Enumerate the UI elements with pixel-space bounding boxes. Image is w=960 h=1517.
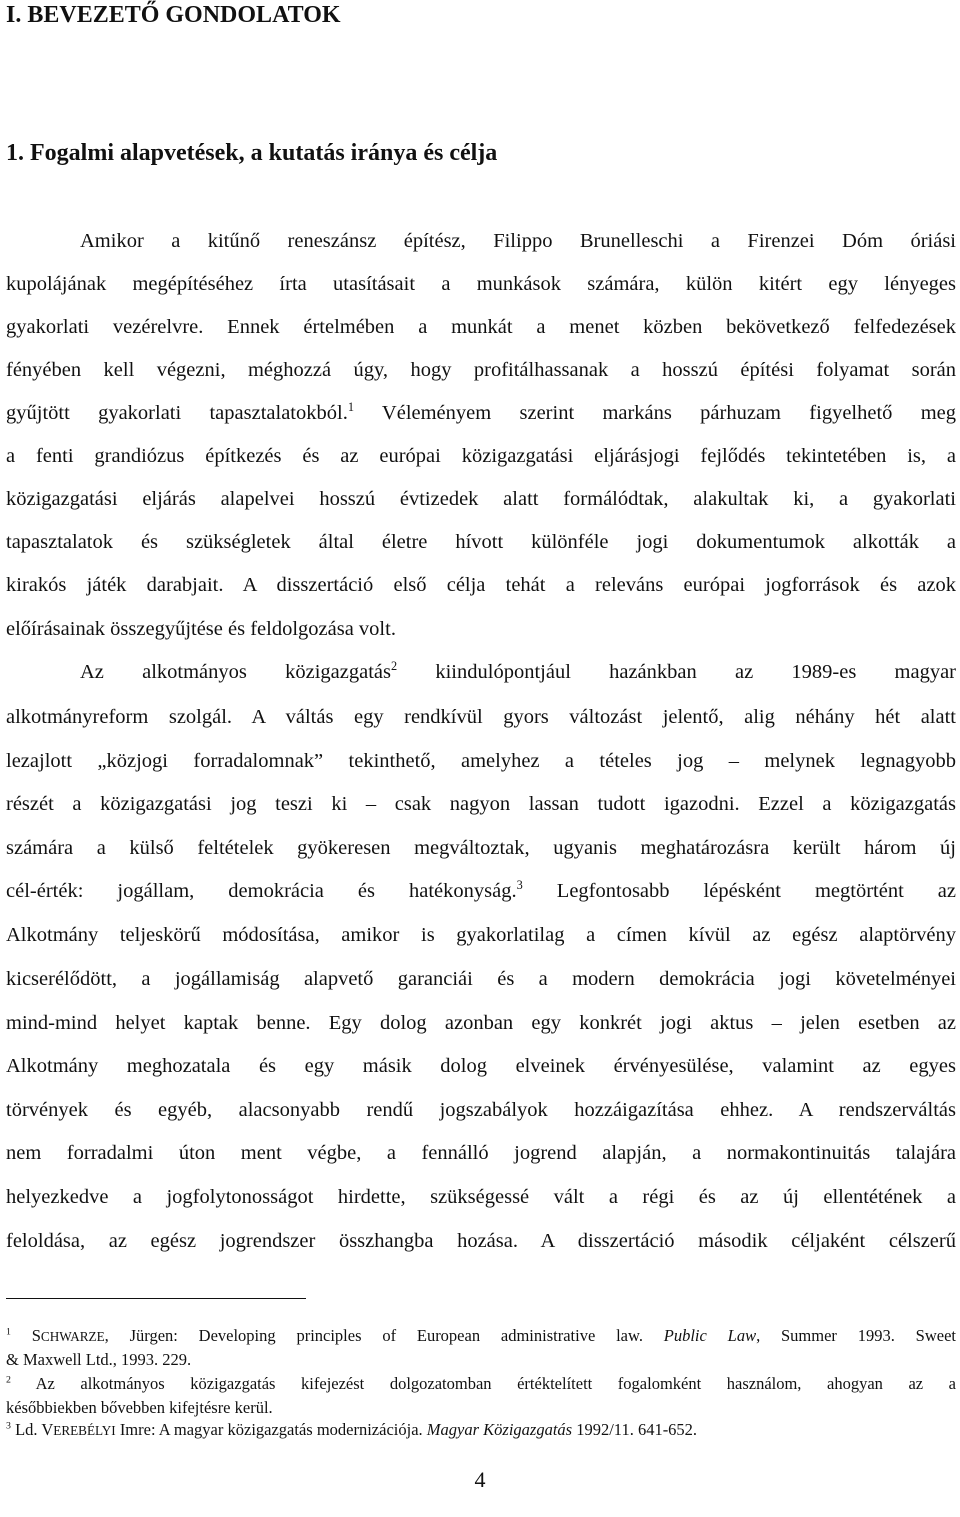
footnote-1-continued: & Maxwell Ltd., 1993. 229.	[6, 1350, 192, 1369]
paragraph-line: a fenti grandiózus építkezés és az európai közigazgatási eljárásjogi fejlődés tekintetében is, a	[6, 445, 956, 467]
text-run: , Jürgen: Developing principles of European administrative law.	[104, 1326, 664, 1345]
paragraph-line: előírásainak összegyűjtése és feldolgozása volt.	[6, 618, 396, 640]
section-title: 1. Fogalmi alapvetések, a kutatás iránya és célja	[6, 140, 498, 166]
paragraph-line: kupolájának megépítéséhez írta utasításait a munkások számára, külön kitért egy lényeges	[6, 273, 956, 295]
footnote-2-continued: későbbiekben bővebben kifejtésre kerül.	[6, 1398, 273, 1417]
paragraph-line: mind-mind helyet kaptak benne. Egy dolog azonban egy konkrét jogi aktus – jelen esetben az	[6, 1012, 956, 1034]
footnote-ref: 1	[347, 400, 354, 415]
paragraph-line: nem forradalmi úton ment végbe, a fennálló jogrend alapján, a normakontinuitás talajára	[6, 1142, 956, 1164]
paragraph-line: közigazgatási eljárás alapelvei hosszú évtizedek alatt formálódtak, alakultak ki, a gyakorlati	[6, 488, 956, 510]
paragraph-line: feloldása, az egész jogrendszer összhangba hozása. A disszertáció második céljaként célszerű	[6, 1230, 956, 1252]
text-run: gyűjtött gyakorlati tapasztalatokból.	[6, 402, 348, 424]
author-surname: CHWARZE	[40, 1329, 105, 1344]
paragraph-line: Alkotmány teljeskörű módosítása, amikor is gyakorlatilag a címen kívül az egész alaptörvény	[6, 924, 956, 946]
footnote-number: 2	[6, 1374, 11, 1386]
text-run: Véleményem szerint markáns párhuzam figyelhető meg	[353, 402, 957, 424]
paragraph-line: Alkotmány meghozatala és egy másik dolog elveinek érvényesülése, valamint az egyes	[6, 1055, 956, 1077]
journal-title: Magyar Közigazgatás	[426, 1420, 573, 1439]
paragraph-line: Amikor a kitűnő reneszánsz építész, Filippo Brunelleschi a Firenzei Dóm óriási	[80, 230, 956, 252]
paragraph-line: tapasztalatok és szükségletek által életre hívott különféle jogi dokumentumok alkották a	[6, 531, 956, 553]
text-run: cél-érték: jogállam, demokrácia és hatékonyság.	[6, 880, 517, 902]
paragraph-line: fényében kell végezni, méghozzá úgy, hogy profitálhassanak a hosszú építési folyamat során	[6, 359, 956, 381]
paragraph-line: helyezkedve a jogfolytonosságot hirdette, szükségessé vált a régi és az új ellentétének a	[6, 1186, 956, 1208]
text-run: kiindulópontjául hazánkban az 1989-es magyar	[397, 661, 956, 683]
text-run: Az alkotmányos közigazgatás kifejezést dolgozatomban értéktelített fogalomként használom, ahogyan az a	[10, 1374, 956, 1393]
footnote-2	[6, 1374, 956, 1394]
paragraph-line: kicserélődött, a jogállamiság alapvető garanciái és a modern demokrácia jogi követelményei	[6, 968, 956, 990]
journal-title: Public Law	[663, 1326, 757, 1345]
footnote-separator	[6, 1298, 306, 1299]
footnote-ref: 3	[516, 878, 523, 893]
paragraph-line: kirakós játék darabjait. A disszertáció első célja tehát a releváns európai jogforrások és azok	[6, 574, 956, 596]
text-run: S	[10, 1326, 41, 1345]
paragraph-line: törvények és egyéb, alacsonyabb rendű jogszabályok hozzáigazítása ehhez. A rendszerváltás	[6, 1099, 956, 1121]
paragraph-line: alkotmányreform szolgál. A váltás egy rendkívül gyors változást jelentő, alig néhány hét alatt	[6, 706, 956, 728]
paragraph-line: lezajlott „közjogi forradalomnak” tekinthető, amelyhez a tételes jog – melynek legnagyobb	[6, 750, 956, 772]
paragraph-line	[80, 659, 956, 685]
footnote-1	[6, 1326, 956, 1347]
text-run: 1992/11. 641-652.	[572, 1420, 698, 1439]
paragraph-line	[6, 400, 956, 426]
chapter-title: I. BEVEZETŐ GONDOLATOK	[6, 2, 341, 28]
paragraph-line: részét a közigazgatási jog teszi ki – csak nagyon lassan tudott igazodni. Ezzel a közigazgatás	[6, 793, 956, 815]
text-run: Imre: A magyar közigazgatás modernizációja.	[115, 1420, 427, 1439]
text-run: Az alkotmányos közigazgatás	[80, 661, 391, 683]
author-surname: EREBÉLYI	[53, 1423, 116, 1438]
text-run: , Summer 1993. Sweet	[756, 1326, 956, 1345]
paragraph-line: gyakorlati vezérelvre. Ennek értelmében a munkát a menet közben bekövetkező felfedezések	[6, 316, 956, 338]
footnote-number: 3	[6, 1420, 11, 1432]
footnote-ref: 2	[390, 659, 398, 674]
text-run: Legfontosabb lépésként megtörtént az	[522, 880, 957, 902]
paragraph-line: számára a külső feltételek gyökeresen megváltoztak, ugyanis meghatározásra került három új	[6, 837, 956, 859]
paragraph-line	[6, 878, 956, 904]
page-number: 4	[474, 1467, 486, 1492]
footnote-number: 1	[6, 1326, 11, 1338]
footnote-3	[6, 1420, 956, 1441]
text-run: Ld. V	[10, 1420, 54, 1439]
